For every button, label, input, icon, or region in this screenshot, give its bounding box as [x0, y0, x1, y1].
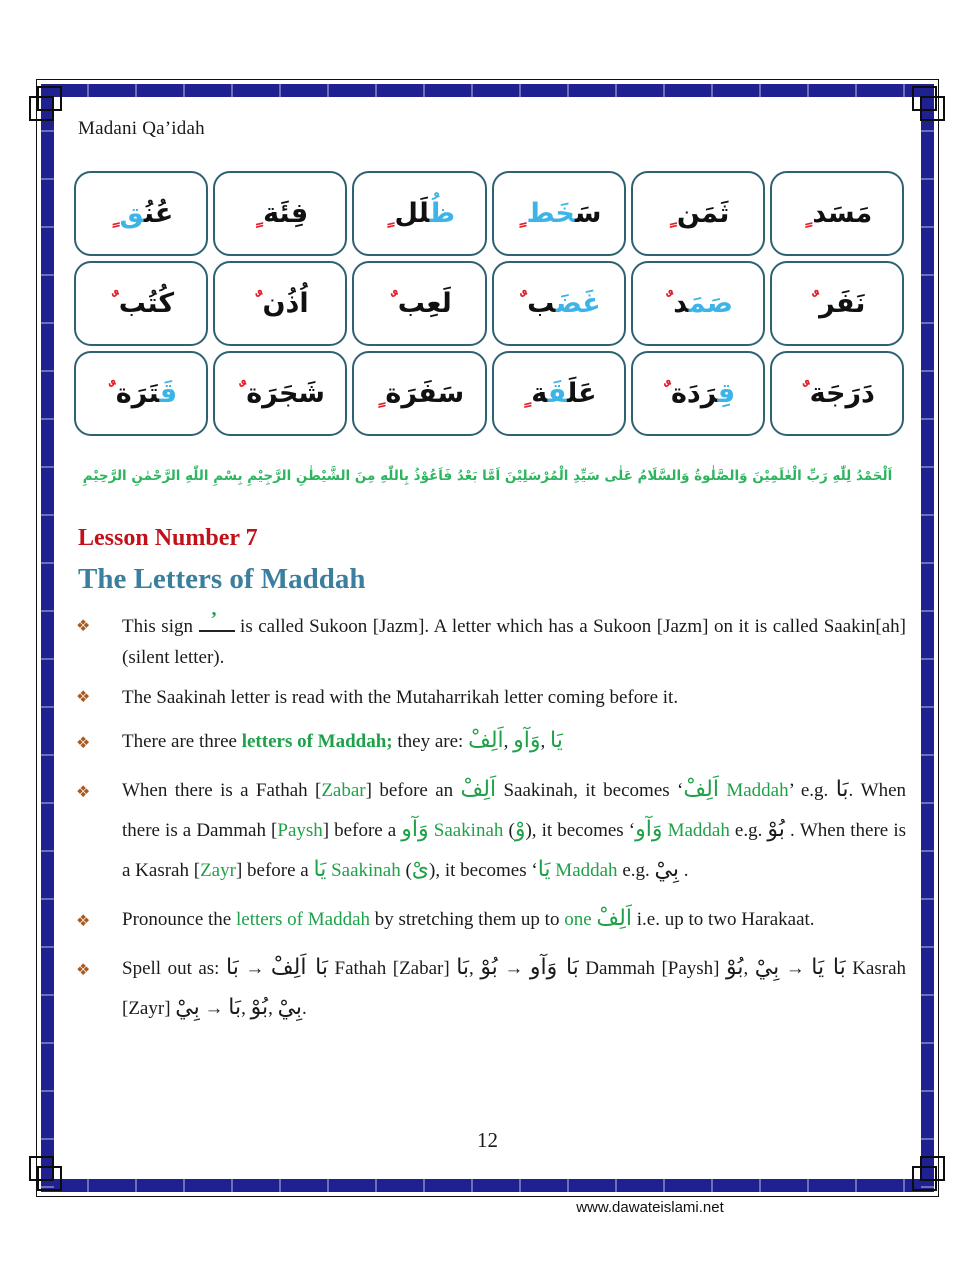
arabic-text: بُوْ — [726, 955, 744, 981]
arabic-text: وَآو — [635, 817, 663, 843]
text-segment: , — [268, 998, 278, 1020]
page-border-left — [41, 84, 54, 1192]
arabic-word: غَضَب ٌ — [517, 288, 601, 319]
tanween-mark: ٍ — [667, 199, 676, 228]
word-card — [213, 261, 347, 346]
arabic-text: يَا — [313, 857, 327, 883]
text-segment: , — [241, 998, 251, 1020]
lesson-points — [74, 608, 907, 1038]
text-segment: → — [779, 958, 812, 980]
text-segment: Spell out as: — [122, 958, 226, 980]
text-segment: e.g. — [617, 860, 655, 882]
word-card — [74, 261, 208, 346]
text-segment: → — [497, 958, 530, 980]
bullet-text — [122, 687, 678, 708]
text-segment: Dammah [Paysh] — [578, 958, 727, 980]
text-segment: by stretching them up to — [370, 909, 565, 931]
bullet-text — [122, 955, 907, 1021]
tanween-mark: ٍ — [521, 379, 531, 408]
text-segment: ), it becomes ‘ — [429, 860, 538, 882]
corner-ornament — [29, 96, 54, 121]
arabic-word: سَفَرَة ٍ — [375, 378, 465, 409]
tanween-mark: ٌ — [109, 289, 118, 318]
bullet-item — [74, 683, 906, 714]
text-segment: There are three — [122, 731, 242, 753]
arabic-text: وَآو — [513, 728, 541, 754]
arabic-word: فِئَة ٍ — [253, 198, 309, 229]
word-card — [631, 261, 765, 346]
page-border-bottom — [41, 1179, 934, 1192]
arabic-word: اُذُن ٌ — [252, 288, 309, 319]
word-card — [352, 351, 486, 436]
bullet-text — [122, 728, 563, 754]
text-segment: ’ e.g. — [788, 780, 836, 802]
text-segment: , — [503, 731, 514, 753]
lesson-heading: The Letters of Maddah — [78, 563, 366, 595]
tanween-mark: ٌ — [252, 289, 262, 318]
text-segment: Saakinah — [326, 860, 401, 882]
text-segment: letters of Maddah; — [241, 731, 393, 753]
text-segment: Maddah — [550, 860, 618, 882]
word-card — [492, 171, 626, 256]
text-segment: ] before a — [322, 820, 402, 842]
arabic-text: اَلِفْ — [683, 777, 719, 803]
sukoon-sign-icon: ’ — [199, 624, 235, 632]
corner-ornament — [920, 1156, 945, 1181]
text-segment: e.g. — [729, 820, 768, 842]
text-segment: , — [540, 731, 551, 753]
bullet-diamond-icon: ❖ — [76, 911, 91, 931]
arabic-text: بَا يَا — [811, 955, 846, 981]
page-border-top — [41, 84, 934, 97]
bullet-text — [122, 906, 815, 932]
arabic-text: بَا اَلِفْ — [270, 955, 329, 981]
text-segment: ( — [503, 820, 515, 842]
text-segment: . — [678, 860, 689, 882]
arabic-word: قِرَدَة ٌ — [661, 378, 736, 409]
bullet-item — [74, 771, 906, 891]
word-card — [74, 351, 208, 436]
arabic-word: صَمَد ٌ — [663, 288, 733, 319]
arabic-text: بُوْ — [767, 817, 785, 843]
tanween-mark: ٍ — [516, 199, 526, 228]
lesson-number: Lesson Number 7 — [78, 525, 258, 551]
text-segment: Pronounce the — [122, 909, 236, 931]
arabic-word: عُنُق ٍ — [109, 198, 174, 229]
tanween-mark: ٍ — [375, 379, 385, 408]
bullet-diamond-icon: ❖ — [76, 960, 91, 980]
text-segment: Saakinah, it becomes ‘ — [496, 780, 684, 802]
bullet-item — [74, 722, 906, 762]
bullet-item — [74, 608, 906, 674]
text-segment: ] before an — [365, 780, 461, 802]
tanween-mark: ٌ — [105, 379, 115, 408]
word-card — [770, 351, 904, 436]
text-segment: Kasrah [Zayr] — [122, 958, 907, 1020]
arabic-word: لَعِب ٌ — [388, 288, 452, 319]
arabic-text: بَا — [228, 995, 242, 1021]
page-title: Madani Qa’idah — [78, 118, 205, 139]
text-segment: Saakinah — [428, 820, 504, 842]
text-segment: . — [302, 998, 307, 1020]
arabic-text: يَا — [550, 728, 563, 754]
arabic-text: اَلِفْ — [460, 777, 497, 803]
corner-ornament — [920, 96, 945, 121]
arabic-text: اَلِفْ — [596, 906, 632, 932]
arabic-text: بِيْ — [754, 955, 780, 981]
text-segment: i.e. up to two Harakaat. — [631, 909, 815, 931]
arabic-word: شَجَرَة ٌ — [236, 378, 325, 409]
arabic-text: بَا وَآو — [529, 955, 579, 981]
tanween-mark: ٌ — [809, 289, 819, 318]
bullet-item — [74, 949, 906, 1029]
bullet-item — [74, 900, 906, 940]
text-segment: they are: — [392, 731, 469, 753]
tanween-mark: ٌ — [661, 379, 670, 408]
bullet-diamond-icon: ❖ — [76, 733, 91, 753]
bismillah-line: اَلْحَمْدُ لِلّٰهِ رَبِّ الْعٰلَمِيْنَ وَالصَّلٰوةُ وَالسَّلَامُ عَلٰى سَيِّدِ الْمُرْسَلِيْنَ اَمَّا بَعْدُ فَاَعُوْذُ بِاللّٰهِ مِنَ الشَّيْطٰنِ الرَّجِيْمِ بِسْمِ اللّٰهِ الرَّحْمٰنِ الرَّحِيْمِ — [82, 468, 893, 484]
arabic-text: ىْ — [411, 857, 430, 883]
tanween-mark: ٍ — [109, 199, 119, 228]
text-segment: Zabar — [321, 780, 366, 802]
arabic-text: بُوْ — [480, 955, 498, 981]
bullet-text — [122, 777, 906, 883]
text-segment: Zayr — [200, 860, 236, 882]
page-number: 12 — [477, 1128, 498, 1152]
tanween-mark: ٌ — [799, 379, 809, 408]
word-card — [631, 351, 765, 436]
arabic-text: بِيْ — [175, 995, 200, 1021]
text-segment: This sign — [122, 616, 199, 637]
arabic-text: بِيْ — [277, 995, 303, 1021]
arabic-word: نَفَر ٌ — [809, 288, 866, 319]
arabic-word: مَسَد ٍ — [802, 198, 873, 229]
tanween-mark: ٌ — [236, 379, 246, 408]
bullet-diamond-icon: ❖ — [76, 782, 91, 802]
word-card — [631, 171, 765, 256]
arabic-text: اَلِفْ — [468, 728, 504, 754]
text-segment: → — [238, 958, 271, 980]
arabic-word: قَتَرَة ٌ — [105, 378, 178, 409]
word-card — [492, 351, 626, 436]
arabic-text: بَا — [835, 777, 849, 803]
arabic-word: عَلَقَة ٍ — [521, 378, 597, 409]
word-card — [213, 351, 347, 436]
bullet-diamond-icon: ❖ — [76, 686, 91, 706]
word-card — [770, 261, 904, 346]
text-segment: ), it becomes ‘ — [525, 820, 636, 842]
text-segment: ( — [400, 860, 412, 882]
tanween-mark: ٌ — [517, 289, 527, 318]
bullet-diamond-icon: ❖ — [76, 616, 91, 635]
text-segment: ] before a — [235, 860, 314, 882]
text-segment: → — [199, 998, 229, 1020]
arabic-text: وَآو — [401, 817, 429, 843]
word-card — [492, 261, 626, 346]
text-segment: . When there is a Kasrah [ — [122, 820, 906, 882]
arabic-text: يَا — [537, 857, 551, 883]
text-segment: letters of Maddah — [235, 909, 370, 931]
arabic-word: سَخَط ٍ — [516, 198, 602, 229]
arabic-word: دَرَجَة ٌ — [799, 378, 875, 409]
bullet-text — [122, 608, 906, 668]
text-segment: , — [469, 958, 481, 980]
word-card — [352, 171, 486, 256]
word-card — [770, 171, 904, 256]
text-segment: is called Sukoon [Jazm]. A letter which has a Sukoon [Jazm] on it is called Saakin[ah] (silent letter). — [122, 616, 906, 668]
footer-link[interactable]: www.dawateislami.net — [576, 1199, 724, 1216]
arabic-text: بِيْ — [654, 857, 679, 883]
text-segment: The Saakinah letter is read with the Mutaharrikah letter coming before it. — [122, 686, 679, 708]
text-segment: one — [564, 909, 597, 931]
arabic-word: ثَمَن ٍ — [667, 198, 730, 229]
text-segment: . When there is a Dammah [ — [122, 780, 906, 842]
arabic-text: بَا — [456, 955, 470, 981]
arabic-word: ظُلَل ٍ — [384, 198, 456, 229]
word-grid — [74, 171, 904, 436]
tanween-mark: ٍ — [802, 199, 812, 228]
arabic-word: كُتُب ٌ — [109, 288, 175, 319]
word-card — [213, 171, 347, 256]
arabic-text: بَا — [225, 955, 239, 981]
word-card — [74, 171, 208, 256]
tanween-mark: ٌ — [663, 289, 673, 318]
corner-ornament — [29, 1156, 54, 1181]
page-border-right — [921, 84, 934, 1192]
text-segment: Maddah — [662, 820, 730, 842]
tanween-mark: ٌ — [388, 289, 397, 318]
tanween-mark: ٍ — [384, 199, 394, 228]
text-segment: Fathah [Zabar] — [328, 958, 457, 980]
text-segment: , — [743, 958, 755, 980]
tanween-mark: ٍ — [253, 199, 263, 228]
text-segment: Maddah — [718, 780, 789, 802]
word-card — [352, 261, 486, 346]
text-segment: When there is a Fathah [ — [122, 780, 322, 802]
text-segment: Paysh — [277, 820, 323, 842]
arabic-text: بُوْ — [250, 995, 269, 1021]
arabic-text: وْ — [514, 817, 526, 843]
